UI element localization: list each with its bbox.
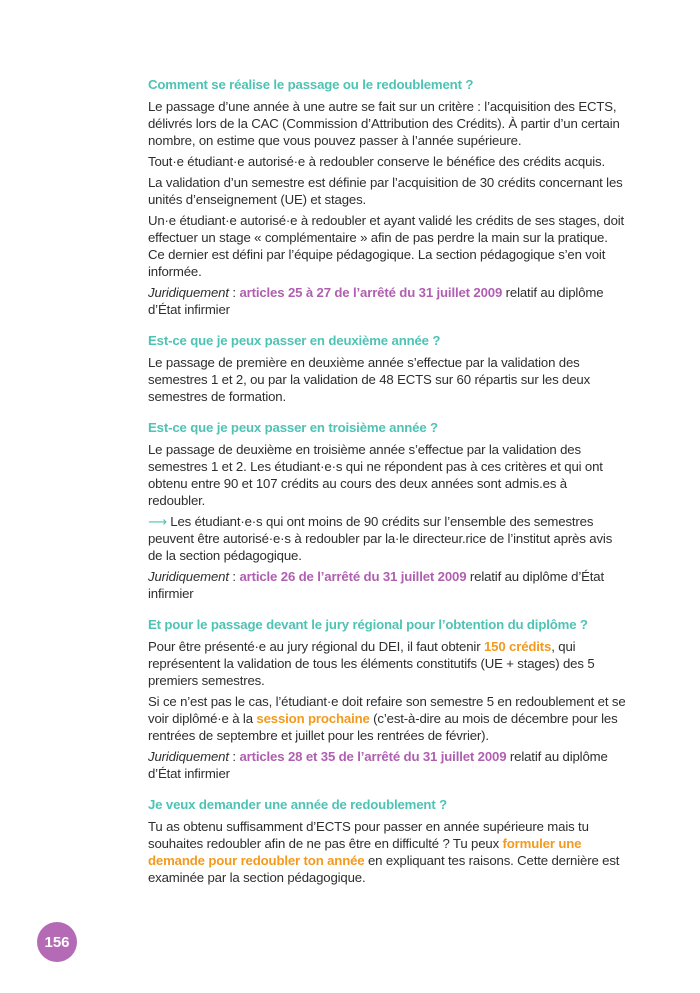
legal-ref: articles 25 à 27 de l’arrêté du 31 juillet 2009 [239, 285, 503, 300]
legal-reference [148, 284, 626, 318]
paragraph [148, 638, 626, 689]
legal-reference [148, 748, 626, 782]
paragraph-text: Tu as obtenu suffisamment d’ECTS pour passer en année supérieure mais tu souhaites redoubler afin de ne pas être en difficulté ? Tu peux [148, 819, 589, 851]
highlight-session: session prochaine [256, 711, 370, 726]
arrow-right-icon: ⟶ [148, 514, 167, 529]
legal-ref: articles 28 et 35 de l’arrêté du 31 juillet 2009 [239, 749, 507, 764]
legal-colon: : [228, 569, 240, 584]
paragraph: La validation d’un semestre est définie par l’acquisition de 30 crédits concernant les unités d’enseignement (UE) et stages. [148, 175, 623, 207]
legal-suffix: relatif au diplôme d’État infirmier [148, 569, 604, 601]
legal-prefix: Juridiquement [148, 749, 229, 764]
paragraph: Un·e étudiant·e autorisé·e à redoubler et ayant validé les crédits de ses stages, doit effectuer un stage « complémentaire » afin de pas perdre la main sur la pratique. Ce dernier est défini par l’équipe pédagogique. La section pédagogique s’en voit informée. [148, 213, 625, 279]
section-heading: Je veux demander une année de redoublement ? [148, 797, 447, 812]
paragraph [148, 818, 626, 886]
paragraph-text: Si ce n’est pas le cas, l’étudiant·e doit refaire son semestre 5 en redoublement et se voir diplômé·e à la [148, 694, 626, 726]
paragraph [148, 693, 626, 744]
legal-ref: article 26 de l’arrêté du 31 juillet 2009 [239, 569, 467, 584]
legal-colon: : [228, 285, 240, 300]
section-heading: Et pour le passage devant le jury régional pour l’obtention du diplôme ? [148, 617, 588, 632]
legal-colon: : [228, 749, 240, 764]
paragraph-text: en expliquant tes raisons. Cette dernière est examinée par la section pédagogique. [148, 853, 620, 885]
paragraph-text: Pour être présenté·e au jury régional du DEI, il faut obtenir [148, 639, 484, 654]
page-number-badge: 156 [37, 922, 77, 962]
paragraph: Le passage de première en deuxième année s’effectue par la validation des semestres 1 et 2, ou par la validation de 48 ECTS sur 60 répartis sur les deux semestres de formation. [148, 355, 591, 404]
paragraph-text: Les étudiant·e·s qui ont moins de 90 crédits sur l’ensemble des semestres peuvent être autorisé·e·s à redoubler par la·le directeur.rice de l’institut après avis de la section pédagogique. [148, 514, 613, 563]
section-heading: Est-ce que je peux passer en troisième année ? [148, 420, 438, 435]
paragraph: Le passage de deuxième en troisième année s’effectue par la validation des semestres 1 et 2. Les étudiant·e·s qui ne répondent pas à ces critères et qui ont obtenu entre 90 et 107 crédits au cours des deux années sont admis.es à redoubler. [148, 442, 603, 508]
paragraph-text: , qui représentent la validation de tous les éléments constitutifs (UE + stages) des 5 premiers semestres. [148, 639, 595, 688]
highlight-request: formuler une demande pour redoubler ton année [148, 836, 582, 868]
legal-suffix: relatif au diplôme d’État infirmier [148, 749, 608, 781]
paragraph-text: (c’est-à-dire au mois de décembre pour les rentrées de septembre et juillet pour les rentrées de février). [148, 711, 618, 743]
paragraph: Tout·e étudiant·e autorisé·e à redoubler conserve le bénéfice des crédits acquis. [148, 154, 606, 169]
section-heading: Comment se réalise le passage ou le redoublement ? [148, 77, 474, 92]
section-heading: Est-ce que je peux passer en deuxième année ? [148, 333, 441, 348]
paragraph: Le passage d’une année à une autre se fait sur un critère : l’acquisition des ECTS, délivrés lors de la CAC (Commission d’Attribution des Crédits). À partir d’un certain nombre, on estime que vous pouvez passer à l’année supérieure. [148, 99, 620, 148]
legal-reference [148, 568, 626, 602]
legal-prefix: Juridiquement [148, 569, 229, 584]
highlight-credits: 150 crédits [483, 639, 552, 654]
legal-prefix: Juridiquement [148, 285, 229, 300]
page-content [148, 76, 626, 890]
paragraph [148, 513, 626, 564]
legal-suffix: relatif au diplôme d’État infirmier [148, 285, 604, 317]
